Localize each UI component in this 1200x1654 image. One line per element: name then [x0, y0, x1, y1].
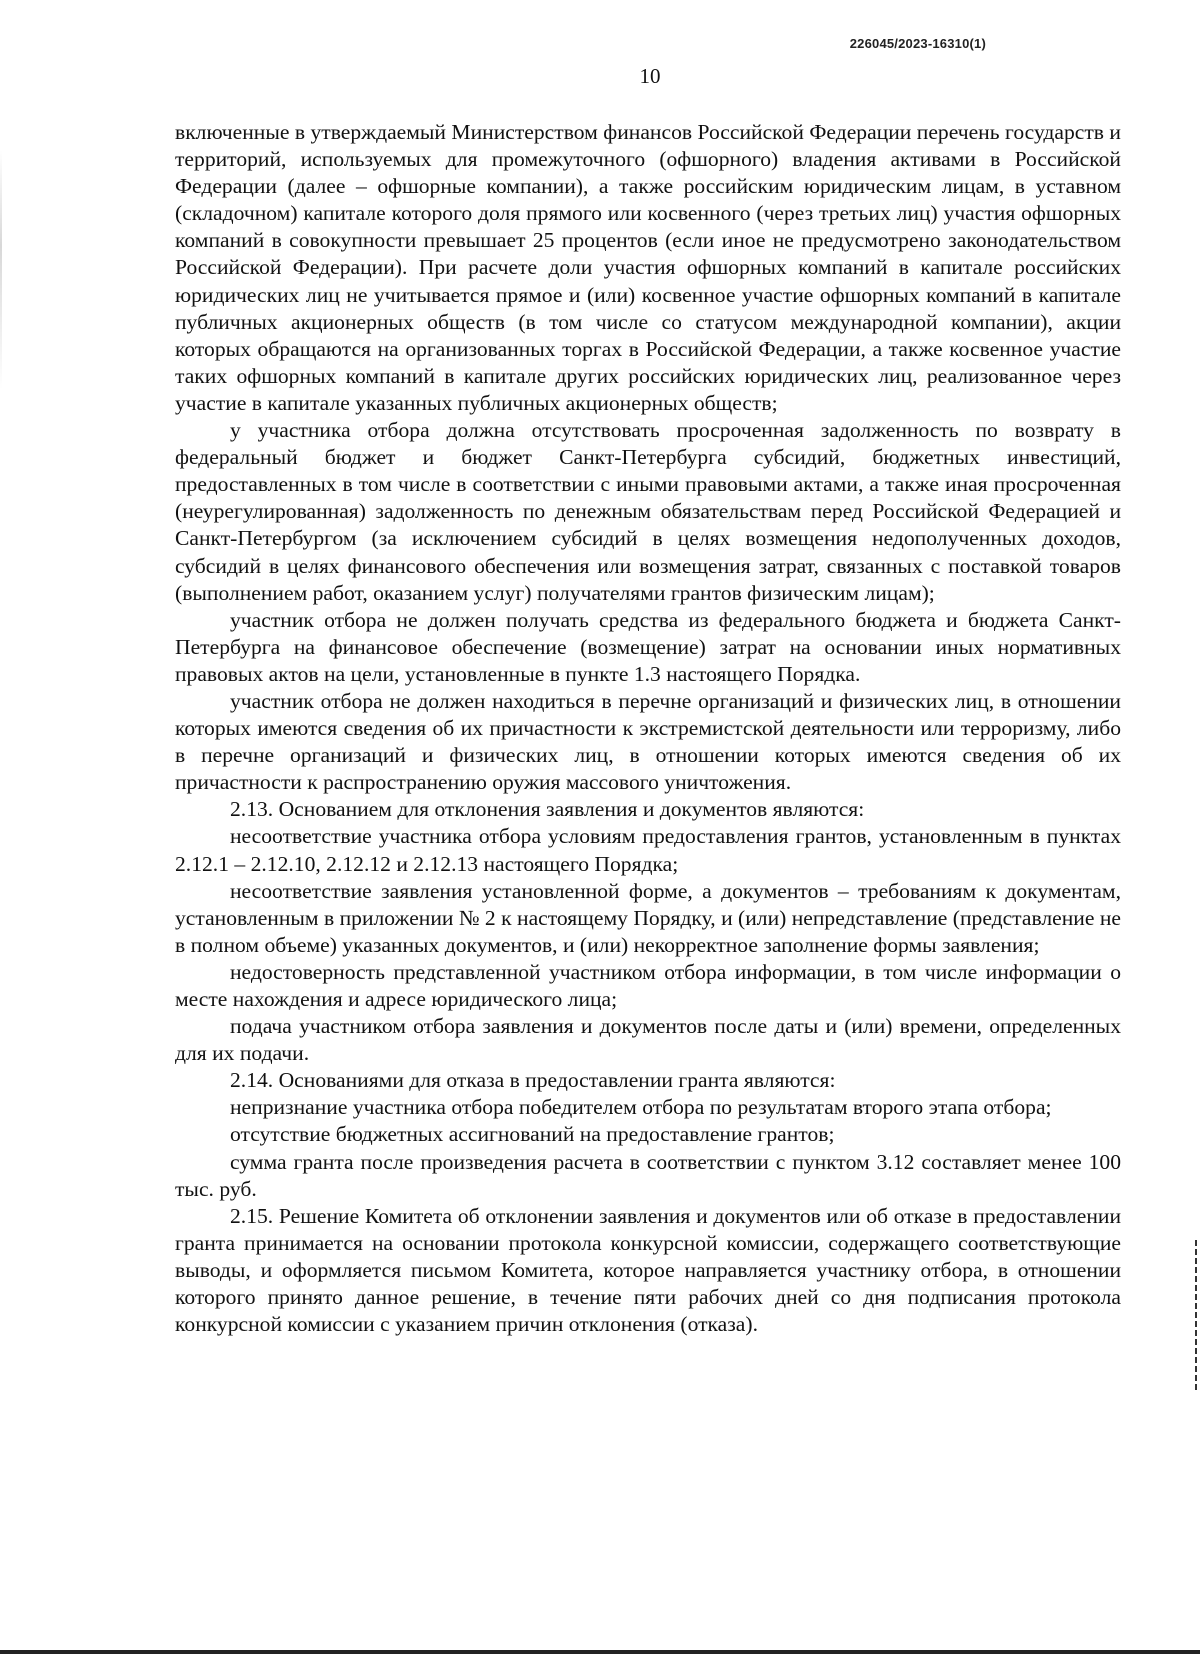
paragraph-2-14-no-budget: отсутствие бюджетных ассигнований на предоставление грантов;: [230, 1122, 835, 1147]
paragraph-2-14-not-winner: непризнание участника отбора победителем отбора по результатам второго этапа отбора;: [230, 1095, 1052, 1120]
paragraph-2-13-conditions: несоответствие участника отбора условиям предоставления грантов, установленным в пунктах 2.12.1 – 2.12.10, 2.12.12 и 2.12.13 настоящего Порядка;: [175, 824, 1121, 876]
scan-edge-right: [1195, 1240, 1197, 1390]
page-number: 10: [639, 64, 661, 88]
paragraph-overdue-debt: у участника отбора должна отсутствовать просроченная задолженность по возврату в федеральный бюджет и бюджет Санкт-Петербурга субсидий, бюджетных инвестиций, предоставленных в том числе в соответствии с иными правовыми актами, а также иная просроченная (неурегулированная) задолженность по денежным обязательствам перед Российской Федерацией и Санкт-Петербургом (за исключением субсидий в целях возмещения недополученных доходов, субсидий в целях финансового обеспечения или возмещения затрат, связанных с поставкой товаров (выполнением работ, оказанием услуг) получателями грантов физическим лицам);: [175, 418, 1121, 605]
document-id: 226045/2023-16310(1): [849, 36, 986, 51]
paragraph-no-other-funding: участник отбора не должен получать средства из федерального бюджета и бюджета Санкт-Петербурга на финансовое обеспечение (возмещение) затрат на основании иных нормативных правовых актов на цели, установленные в пункте 1.3 настоящего Порядка.: [175, 607, 1121, 686]
document-body: [175, 119, 1121, 1338]
paragraph-2-15-decision: 2.15. Решение Комитета об отклонении заявления и документов или об отказе в предоставлении гранта принимается на основании протокола конкурсной комиссии, содержащего соответствующие выводы, и оформляется письмом Комитета, которое направляется участнику отбора, в отношении которого принято данное решение, в течение пяти рабочих дней со дня подписания протокола конкурсной комиссии с указанием причин отклонения (отказа).: [175, 1203, 1121, 1337]
scan-edge-left: [0, 150, 2, 390]
scan-edge-bottom: [0, 1650, 1200, 1654]
paragraph-2-13-heading: 2.13. Основанием для отклонения заявления и документов являются:: [230, 797, 865, 822]
paragraph-2-14-heading: 2.14. Основаниями для отказа в предоставлении гранта являются:: [230, 1068, 836, 1093]
paragraph-2-13-unreliable-info: недостоверность представленной участником отбора информации, в том числе информации о месте нахождения и адресе юридического лица;: [175, 959, 1121, 1011]
paragraph-2-14-min-amount: сумма гранта после произведения расчета в соответствии с пунктом 3.12 составляет менее 100 тыс. руб.: [175, 1149, 1121, 1201]
paragraph-2-13-late-submission: подача участником отбора заявления и документов после даты и (или) времени, определенных для их подачи.: [175, 1014, 1121, 1066]
paragraph-extremism-list: участник отбора не должен находиться в перечне организаций и физических лиц, в отношении которых имеются сведения об их причастности к экстремистской деятельности или терроризму, либо в перечне организаций и физических лиц, в отношении которых имеются сведения об их причастности к распространению оружия массового уничтожения.: [175, 688, 1121, 795]
paragraph-offshore-restriction: включенные в утверждаемый Министерством финансов Российской Федерации перечень государств и территорий, используемых для промежуточного (офшорного) владения активами в Российской Федерации (далее – офшорные компании), а также российским юридическим лицам, в уставном (складочном) капитале которого доля прямого или косвенного (через третьих лиц) участия офшорных компаний в совокупности превышает 25 процентов (если иное не предусмотрено законодательством Российской Федерации). При расчете доли участия офшорных компаний в капитале российских юридических лиц не учитывается прямое и (или) косвенное участие офшорных компаний в капитале публичных акционерных обществ (в том числе со статусом международной компании), акции которых обращаются на организованных торгах в Российской Федерации, а также косвенное участие таких офшорных компаний в капитале других российских юридических лиц, реализованное через участие в капитале указанных публичных акционерных обществ;: [175, 120, 1121, 415]
paragraph-2-13-form: несоответствие заявления установленной форме, а документов – требованиям к документам, установленным в приложении № 2 к настоящему Порядку, и (или) непредставление (представление не в полном объеме) указанных документов, и (или) некорректное заполнение формы заявления;: [175, 878, 1121, 957]
